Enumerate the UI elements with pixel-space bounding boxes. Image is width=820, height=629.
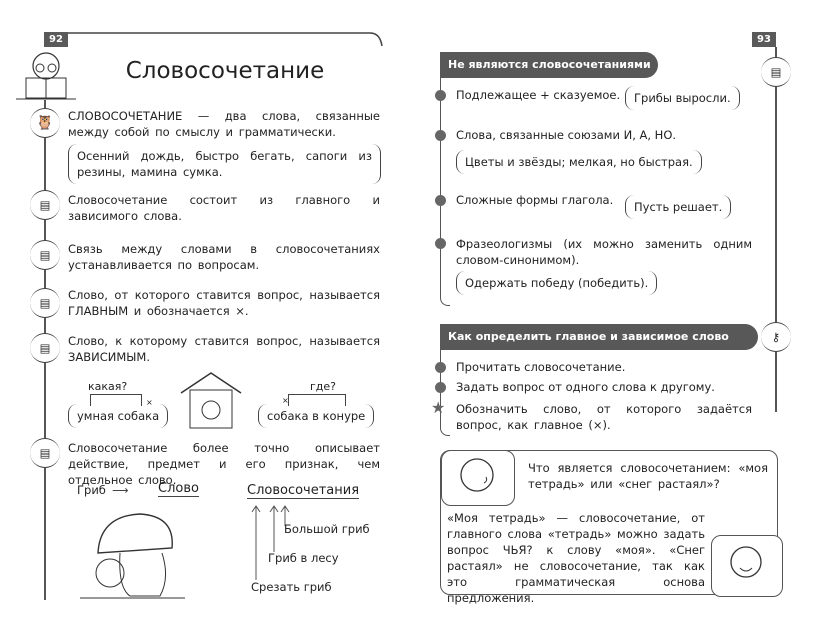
bullet-dot [435,195,446,206]
phrase-3: Срезать гриб [251,580,332,594]
not-phrase-item-1: Подлежащее + сказуемое. [456,88,621,102]
not-phrase-item-3: Сложные формы глагола. [456,193,614,207]
phrases-heading: Словосочетания [247,483,360,498]
not-phrase-example-4: Одержать победу (победить). [456,271,657,295]
boy-reading-illustration [16,48,76,100]
star-icon: ★ [431,398,446,417]
dog-house-illustration [176,368,246,432]
mouse-mushroom-illustration [80,508,185,600]
section-heading-how-to: Как определить главное и зависимое слово [440,324,758,350]
bullet-dot [435,382,446,393]
not-phrase-example-3: Пусть решает. [625,195,731,219]
key-icon: ⚷ [761,322,791,352]
bullet-dot [435,130,446,141]
definition: СЛОВОСОЧЕТАНИЕ — два слова, связанные между собой по смыслу и грамматически. [68,109,380,139]
not-phrase-item-4: Фразеологизмы (их можно заменить одним словом-синонимом). [456,237,752,267]
owl-icon: 🦉 [30,108,60,138]
step-3: Обозначить слово, от которого задаётся вопрос, как главное (×). [456,402,752,432]
up-arrows [248,502,288,582]
arrow-right-icon: ⟶ [112,483,129,497]
phrase-1: Большой гриб [284,522,370,536]
bullet-dot [435,362,446,373]
book-icon: ▤ [30,333,60,363]
rule-1: Словосочетание состоит из главного и зависимого слова. [68,193,380,223]
phrase: умная собака [68,404,168,428]
boy-thinking-illustration [441,450,515,506]
phrase-2: Гриб в лесу [268,551,339,565]
rule-5: Словосочетание более точно описывает действие, предмет и его признак, чем отдельное слово. [68,441,380,487]
page-number-right: 93 [752,32,776,47]
word-heading: Слово [158,481,199,496]
rule-4: Слово, к которому ставится вопрос, называется ЗАВИСИМЫМ. [68,334,380,364]
book-icon: ▤ [30,240,60,270]
book-icon: ▤ [30,438,60,468]
rule-3: Слово, от которого ставится вопрос, называется ГЛАВНЫМ и обозначается ×. [68,288,380,318]
answer-content: «Моя тетрадь» — словосочетание, от главного слова «тетрадь» можно задать вопрос ЧЬЯ? к слову «моя». «Снег растаял» не словосочетание, так как это грамматическая основа предложения. [447,511,705,605]
not-phrase-item-2: Слова, связанные союзами И, А, НО. [456,128,677,142]
book-icon: ▤ [30,288,60,318]
step-2: Задать вопрос от одного слова к другому. [456,380,715,394]
question-text: Что является словосочетанием: «моя тетрадь» или «снег растаял»? [528,461,768,491]
bullet-dot [435,238,446,249]
bullet-dot [435,90,446,101]
not-phrase-example-1: Грибы выросли. [625,86,740,110]
example-sobaka-v-konure [258,380,383,434]
definition-example: Осенний дождь, быстро бегать, сапоги из резины, мамина сумка. [68,144,381,184]
main-word-mark: × [282,396,289,405]
section-bracket [440,78,450,306]
girl-illustration [711,535,783,597]
main-word-mark: × [146,398,153,407]
rule-2: Связь между словами в словосочетаниях устанавливается по вопросам. [68,242,380,272]
step-1: Прочитать словосочетание. [456,360,626,374]
page-title: Словосочетание [125,58,325,84]
not-phrase-example-2: Цветы и звёзды; мелкая, но быстрая. [456,150,702,174]
answer-text [447,510,769,605]
top-rule [68,30,384,50]
book-icon: ▤ [761,57,791,87]
word-example-label: Гриб [77,483,106,497]
question-label: где? [310,380,336,393]
section-heading-not-phrases: Не являются словосочетаниями [440,52,658,78]
book-icon: ▤ [30,190,60,220]
timeline-right [775,47,777,412]
phrase: собака в конуре [258,404,374,428]
question-label: какая? [88,380,128,393]
example-umnaya-sobaka [68,380,168,434]
page-number-left: 92 [44,32,68,47]
